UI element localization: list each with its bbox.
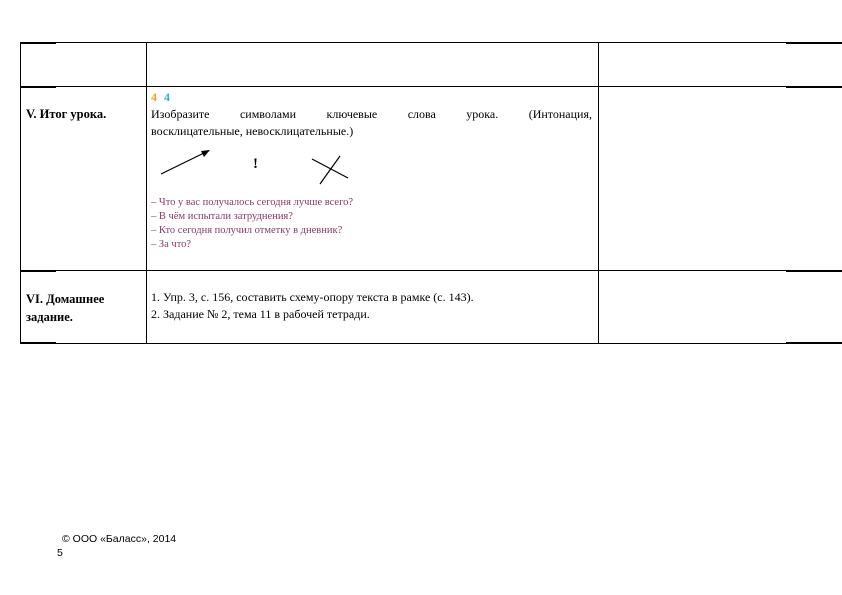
page-number: 5 bbox=[57, 547, 63, 559]
homework-item: 2. Задание № 2, тема 11 в рабочей тетради. bbox=[151, 307, 370, 321]
table-rule-accent bbox=[786, 86, 842, 88]
question-item: – Что у вас получалось сегодня лучше всего? bbox=[151, 197, 354, 208]
question-item: – Кто сегодня получил отметку в дневник? bbox=[151, 225, 343, 236]
table-rule-top bbox=[20, 42, 842, 43]
homework-content bbox=[151, 289, 474, 323]
table-col-divider-2 bbox=[598, 42, 599, 344]
stage-homework-line1: VI. Домашнее bbox=[26, 292, 105, 306]
table-rule-row2 bbox=[20, 270, 842, 271]
table-rule-accent bbox=[786, 270, 842, 272]
table-rule-accent bbox=[20, 270, 56, 272]
table-rule-accent bbox=[786, 42, 842, 44]
table-rule-row1 bbox=[20, 86, 842, 87]
question-item: – В чём испытали затруднения? bbox=[151, 211, 293, 222]
table-rule-accent bbox=[20, 342, 56, 344]
summary-content bbox=[151, 89, 592, 140]
table-rule-accent bbox=[786, 342, 842, 344]
stage-homework-line2: задание. bbox=[26, 310, 73, 324]
question-item: – За что? bbox=[151, 239, 192, 250]
exclamation-mark: ! bbox=[253, 156, 258, 172]
table-rule-accent bbox=[20, 42, 56, 44]
cross-icon bbox=[310, 154, 350, 186]
stage-summary: V. Итог урока. bbox=[26, 107, 107, 121]
table-col-divider-1 bbox=[146, 42, 147, 344]
table-border-left bbox=[20, 42, 21, 344]
lesson-table bbox=[20, 42, 842, 344]
stage-homework bbox=[26, 290, 104, 326]
mark-second: 4 bbox=[164, 90, 171, 104]
homework-item: 1. Упр. 3, с. 156, составить схему-опору текста в рамке (с. 143). bbox=[151, 290, 474, 304]
task-line-1: Изобразите символами ключевые слова урока. (Интонация, bbox=[151, 107, 592, 121]
copyright-footer: © ООО «Баласс», 2014 bbox=[62, 533, 177, 545]
task-line-2: восклицательные, невосклицательные.) bbox=[151, 124, 354, 138]
table-rule-accent bbox=[20, 86, 56, 88]
mark-first: 4 bbox=[151, 90, 158, 104]
arrow-icon bbox=[158, 145, 218, 177]
reflection-questions bbox=[151, 196, 353, 252]
table-rule-bottom bbox=[20, 343, 842, 344]
score-marks bbox=[151, 89, 592, 106]
